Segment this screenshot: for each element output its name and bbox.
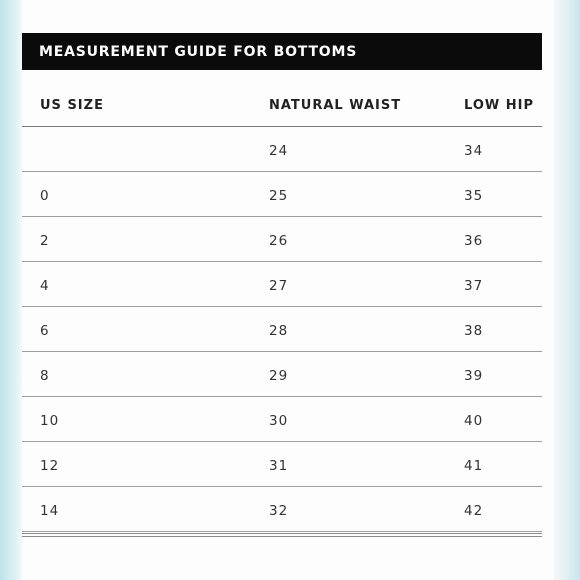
cell-natural-waist: 31 xyxy=(269,458,289,474)
cell-natural-waist: 28 xyxy=(269,323,289,339)
cell-natural-waist: 25 xyxy=(269,188,289,204)
table-header xyxy=(22,82,542,126)
cell-us-size: 4 xyxy=(40,278,50,294)
cell-low-hip: 42 xyxy=(464,503,484,519)
table-row xyxy=(22,172,542,217)
cell-low-hip: 40 xyxy=(464,413,484,429)
cell-us-size: 6 xyxy=(40,323,50,339)
table-row xyxy=(22,487,542,532)
cell-low-hip: 36 xyxy=(464,233,484,249)
header-natural-waist: NATURAL WAIST xyxy=(269,98,402,113)
table-row xyxy=(22,217,542,262)
cell-us-size: 0 xyxy=(40,188,50,204)
table-bottom-rule-second xyxy=(22,536,542,537)
cell-natural-waist: 26 xyxy=(269,233,289,249)
table-bottom-rule xyxy=(22,533,542,534)
table-row xyxy=(22,352,542,397)
cell-low-hip: 39 xyxy=(464,368,484,384)
cell-us-size: 12 xyxy=(40,458,60,474)
table-row xyxy=(22,307,542,352)
cell-natural-waist: 32 xyxy=(269,503,289,519)
cell-natural-waist: 29 xyxy=(269,368,289,384)
table-row xyxy=(22,397,542,442)
header-us-size: US SIZE xyxy=(40,98,104,113)
cell-low-hip: 38 xyxy=(464,323,484,339)
header-low-hip: LOW HIP xyxy=(464,98,534,113)
cell-us-size: 2 xyxy=(40,233,50,249)
guide-title: MEASUREMENT GUIDE FOR BOTTOMS xyxy=(39,44,358,60)
table-row xyxy=(22,262,542,307)
title-bar xyxy=(22,33,542,70)
table-row xyxy=(22,127,542,172)
cell-us-size: 10 xyxy=(40,413,60,429)
cell-natural-waist: 24 xyxy=(269,143,289,159)
table-row xyxy=(22,442,542,487)
cell-us-size: 14 xyxy=(40,503,60,519)
cell-low-hip: 37 xyxy=(464,278,484,294)
cell-natural-waist: 30 xyxy=(269,413,289,429)
table-body xyxy=(22,127,542,532)
cell-low-hip: 41 xyxy=(464,458,484,474)
cell-low-hip: 34 xyxy=(464,143,484,159)
cell-natural-waist: 27 xyxy=(269,278,289,294)
cell-us-size: 8 xyxy=(40,368,50,384)
cell-low-hip: 35 xyxy=(464,188,484,204)
